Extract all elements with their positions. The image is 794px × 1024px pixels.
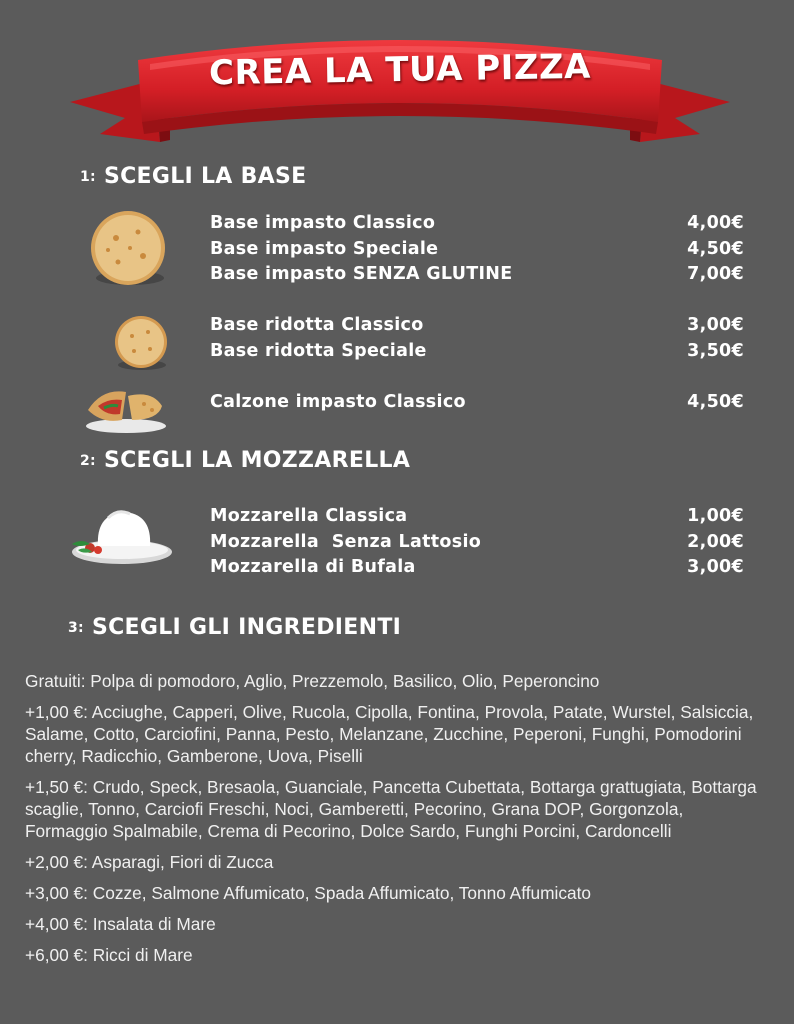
item-price: 3,50€ [687,341,744,361]
item-price: 1,00€ [687,506,744,526]
item-name: Base ridotta Speciale [210,341,427,361]
menu-item-mozzarella-senza-lattosio [210,530,744,555]
ingredient-group-1-00: +1,00 €: Acciughe, Capperi, Olive, Rucola, Cipolla, Fontina, Provola, Patate, Wurstel, Salsiccia, Salame, Cotto, Carciofini, Panna, Pesto, Melanzane, Zucchine, Peperoni, Funghi, Pomodorini cherry, Radicchio, Gamberone, Uova, Piselli [25,702,754,766]
menu-item-base-classico [210,211,744,236]
item-name: Base impasto Speciale [210,239,439,259]
menu-item-mozzarella-bufala [210,555,744,580]
ingredient-group-6-00: +6,00 €: Ricci di Mare [25,945,193,965]
ingredient-group-2-00: +2,00 €: Asparagi, Fiori di Zucca [25,852,274,872]
item-price: 3,00€ [687,557,744,577]
section-title-base [80,164,306,189]
item-price: 4,50€ [687,239,744,259]
ingredients-list [25,670,770,975]
ingredient-group-4-00: +4,00 €: Insalata di Mare [25,914,216,934]
item-price: 4,50€ [687,392,744,412]
item-name: Mozzarella Senza Lattosio [210,532,482,552]
item-price: 2,00€ [687,532,744,552]
section-number: 1: [80,169,96,185]
item-name: Base impasto SENZA GLUTINE [210,264,513,284]
ingredient-group-gratuiti: Gratuiti: Polpa di pomodoro, Aglio, Prezzemolo, Basilico, Olio, Peperoncino [25,671,600,691]
mozzarella-image [68,500,174,574]
small-pizza-base-image [112,314,170,372]
menu-item-calzone [210,390,744,415]
pizza-base-image [88,208,168,288]
calzone-image [82,380,168,436]
menu-item-base-speciale [210,237,744,262]
section-heading: SCEGLI LA MOZZARELLA [103,448,411,473]
item-name: Base impasto Classico [210,213,436,233]
item-price: 3,00€ [687,315,744,335]
section-title-ingredienti [68,615,401,640]
item-name: Calzone impasto Classico [210,392,466,412]
menu-item-mozzarella-classica [210,504,744,529]
page-title: CREA LA TUA PIZZA [208,46,592,94]
section-heading: SCEGLI GLI INGREDIENTI [91,615,402,640]
section-heading: SCEGLI LA BASE [103,164,307,189]
ingredient-group-1-50: +1,50 €: Crudo, Speck, Bresaola, Guanciale, Pancetta Cubettata, Bottarga grattugiata, Bottarga scaglie, Tonno, Carciofi Freschi, Noci, Gamberetti, Pecorino, Grana DOP, Gorgonzola, Formaggio Spalmabile, Crema di Pecorino, Dolce Sardo, Funghi Porcini, Cardoncelli [25,777,757,841]
section-number: 3: [68,620,84,636]
item-price: 7,00€ [687,264,744,284]
menu-item-base-senza-glutine [210,262,744,287]
item-name: Base ridotta Classico [210,315,424,335]
item-price: 4,00€ [687,213,744,233]
item-name: Mozzarella di Bufala [210,557,416,577]
menu-item-ridotta-classico [210,313,744,338]
menu-item-ridotta-speciale [210,339,744,364]
section-title-mozzarella [80,448,410,473]
ingredient-group-3-00: +3,00 €: Cozze, Salmone Affumicato, Spada Affumicato, Tonno Affumicato [25,883,592,903]
section-number: 2: [80,453,96,469]
title-banner [60,22,740,162]
item-name: Mozzarella Classica [210,506,408,526]
